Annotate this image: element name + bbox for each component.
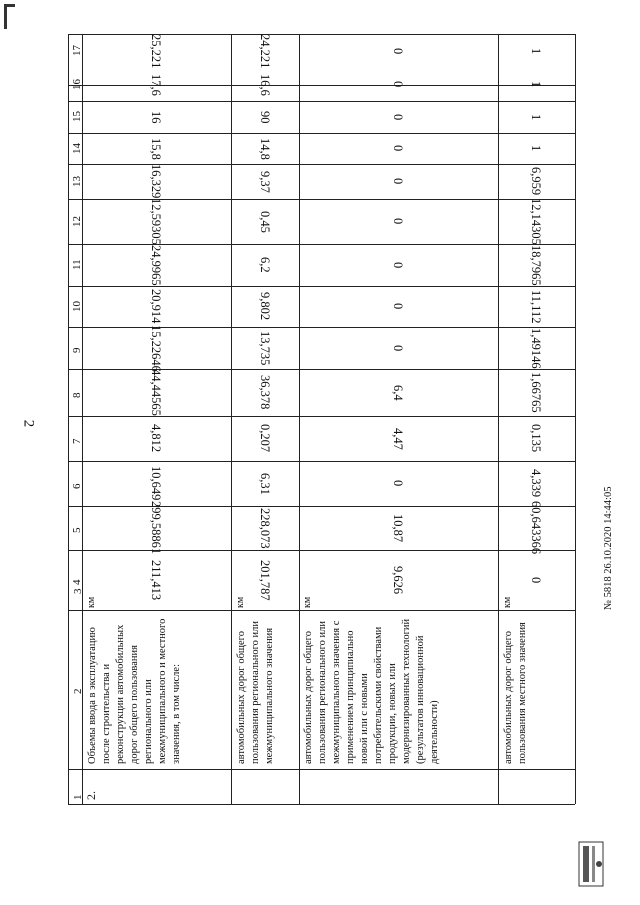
row-3-col-12-value: 0 (391, 218, 405, 225)
row-3-col-4-value: 9,626 (391, 565, 405, 595)
row-2-col-15-value: 90 (258, 110, 272, 124)
row-1-unit: км (86, 596, 97, 608)
row-3-col-7-value: 4,47 (391, 427, 405, 450)
row-1-col-16-value: 17,6 (149, 73, 163, 96)
row-2-col-12-value: 0,45 (258, 210, 272, 233)
row-4-col-16-value: 1 (529, 81, 543, 88)
header-col-15: 15 (71, 111, 83, 122)
row-1-col-17-value: 25,221 (149, 33, 163, 69)
row-2-col-10-value: 9,802 (258, 292, 272, 321)
header-col-9: 9 (71, 347, 83, 353)
row-1-col-7-value: 4,812 (149, 424, 163, 453)
row-2-col-9-value: 13,735 (258, 330, 272, 366)
page-number: 2 (20, 419, 37, 428)
row-1-col-14-value: 15,8 (149, 137, 163, 160)
header-col-11: 11 (71, 259, 83, 270)
row-divider (68, 101, 575, 102)
row-3-description: автомобильных дорог общего пользования регионального или межмуниципального значения с применением принципиально новой или с новыми потребительскими свойствами продукции, новых или модернизированных технологий (результатов инновационной деятельности) (303, 618, 440, 764)
row-3-col-13-value: 0 (391, 178, 405, 185)
row-3-col-10-value: 0 (391, 303, 405, 310)
header-col-12: 12 (71, 215, 83, 227)
row-4-col-10-value: 11,112 (529, 289, 543, 324)
header-col-4: 4 (71, 579, 83, 585)
row-2-col-4-value: 201,787 (258, 559, 272, 601)
row-3-col-17-value: 0 (391, 47, 405, 55)
row-3-col-6-value: 0 (391, 480, 405, 487)
row-4-col-5-value: 60,643366 (529, 501, 543, 555)
row-3-col-8-value: 6,4 (391, 384, 405, 401)
row-1-col-6-value: 10,649 (149, 466, 163, 501)
row-1-col-15-value: 16 (149, 110, 163, 124)
row-4-col-17-value: 1 (529, 47, 543, 55)
header-col-3: 3 (72, 588, 84, 594)
row-2-col-13-value: 9,37 (258, 170, 272, 193)
row-1-col-9-value: 15,22646 (149, 324, 163, 372)
row-divider (68, 164, 575, 165)
row-3-unit: км (302, 596, 313, 608)
header-col-5: 5 (71, 527, 83, 533)
row-2-col-16-value: 16,6 (258, 73, 272, 96)
row-1-col-10-value: 20,914 (149, 289, 163, 324)
data-table (68, 34, 575, 804)
row-number: 2. (84, 791, 98, 800)
row-4-col-8-value: 1,66765 (529, 372, 543, 413)
table-border-right (575, 34, 576, 804)
row-4-col-11-value: 18,7965 (529, 244, 543, 286)
table-border-bottom (68, 804, 575, 805)
row-1-description: Объемы ввода в эксплуатацию после строительства и реконструкции автомобильных дорог общего пользования регионального или межмуниципального и местного значения, в том числе: (87, 618, 182, 764)
row-4-col-7-value: 0,135 (529, 424, 543, 453)
row-2-col-14-value: 14,8 (258, 137, 272, 160)
row-4-col-14-value: 1 (529, 145, 543, 152)
table-border-left (68, 34, 69, 804)
header-col-10: 10 (71, 300, 83, 312)
corner-mark (4, 4, 15, 29)
row-divider-vertical (231, 34, 232, 804)
row-4-col-4-value: 0 (529, 576, 543, 584)
row-1-col-12-value: 12,59305 (149, 198, 163, 245)
row-2-col-7-value: 0,207 (258, 424, 272, 453)
header-col-7: 7 (71, 438, 83, 444)
row-4-description: автомобильных дорог общего пользования местного значения (503, 622, 528, 764)
row-4-unit: км (502, 596, 513, 608)
header-col-14: 14 (71, 142, 83, 154)
header-col-8: 8 (71, 392, 83, 398)
row-1-col-13-value: 16,329 (149, 164, 163, 199)
row-1-col-4-value: 211,413 (149, 559, 163, 601)
row-4-col-12-value: 12,14305 (529, 198, 543, 245)
row-2-col-11-value: 6,2 (258, 257, 272, 273)
header-col-17: 17 (71, 45, 83, 56)
row-3-col-15-value: 0 (391, 113, 405, 121)
header-col-13: 13 (71, 175, 83, 187)
row-3-col-16-value: 0 (391, 81, 405, 88)
row-divider-vertical (498, 34, 499, 804)
row-3-col-11-value: 0 (391, 261, 405, 269)
row-2-unit: км (235, 596, 246, 608)
row-2-col-8-value: 36,378 (258, 375, 272, 410)
row-3-col-14-value: 0 (391, 145, 405, 152)
row-1-col-8-value: 44,44565 (149, 369, 163, 416)
row-4-col-13-value: 6,959 (529, 167, 543, 196)
row-3-col-9-value: 0 (391, 344, 405, 352)
row-2-col-5-value: 228,073 (258, 507, 272, 549)
row-1-col-11-value: 24,9965 (149, 244, 163, 286)
header-col-2: 2 (72, 688, 84, 694)
header-col-16: 16 (71, 78, 83, 90)
header-col-6: 6 (71, 483, 83, 489)
row-4-col-6-value: 4,339 (529, 469, 543, 498)
row-2-col-17-value: 24,221 (258, 33, 272, 69)
row-2-description: автомобильных дорог общего пользования регионального или межмуниципального значения (236, 620, 275, 764)
row-divider-vertical (299, 34, 300, 804)
header-col-1: 1 (72, 794, 84, 800)
row-2-col-6-value: 6,31 (258, 472, 272, 495)
registration-stamp: № 5818 26.10.2020 14:44:05 (603, 486, 614, 610)
row-4-col-15-value: 1 (529, 113, 543, 121)
row-1-col-5-value: 299,58861 (149, 501, 163, 555)
registry-logo (577, 838, 605, 890)
row-4-col-9-value: 1,49146 (529, 327, 543, 369)
row-3-col-5-value: 10,87 (391, 513, 405, 543)
